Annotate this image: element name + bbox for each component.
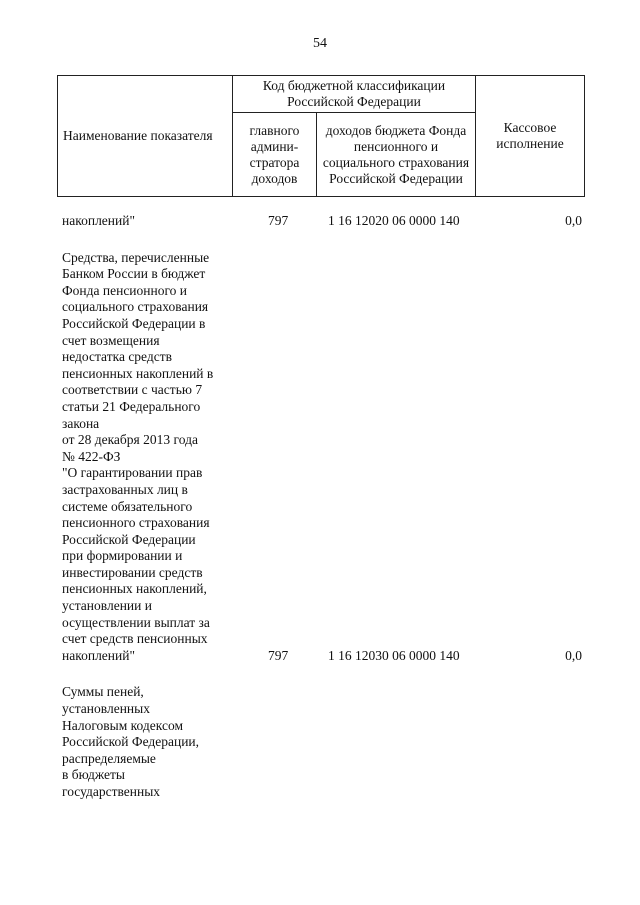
row-admin-code: 797 — [268, 647, 289, 663]
page-number: 54 — [313, 36, 327, 51]
row-budget-code: 1 16 12020 06 0000 140 — [328, 213, 460, 228]
header-name-column: Наименование показателя — [58, 76, 233, 197]
header-amount-column: Кассовое исполнение — [476, 76, 585, 197]
table-row — [62, 213, 582, 230]
row-amount: 0,0 — [565, 647, 582, 663]
header-budget-column: доходов бюджета Фонда пенсионного и социального страхования Российской Федерации — [317, 113, 476, 197]
table-header — [57, 75, 585, 197]
header-classification-group: Код бюджетной классификации Российской Федерации — [233, 76, 476, 113]
row-budget-code: 1 16 12030 06 0000 140 — [328, 647, 460, 663]
row-name: Суммы пеней, установленных Налоговым кодексом Российской Федерации, распределяемые в бюджеты государственных — [62, 684, 200, 799]
table-row — [62, 250, 582, 665]
row-admin-code: 797 — [268, 213, 289, 228]
row-name: Средства, перечисленные Банком России в бюджет Фонда пенсионного и социального страхования Российской Федерации в счет возмещения недостатка средств пенсионных накоплений в соответствии с частью 7 статьи 21 Федерального закона от 28 декабря 2013 года № 422-ФЗ "О гарантировании прав застрахованных лиц в системе обязательного пенсионного страхования Российской Федерации при формировании и инвестировании средств пенсионных накоплений, установлении и осуществлении выплат за счет средств пенсионных накоплений" — [62, 249, 214, 663]
header-admin-column: главного админи-стратора доходов — [233, 113, 317, 197]
row-name: накоплений" — [62, 213, 135, 228]
table-row — [62, 684, 582, 800]
table-body — [62, 213, 582, 801]
row-amount: 0,0 — [565, 213, 582, 228]
